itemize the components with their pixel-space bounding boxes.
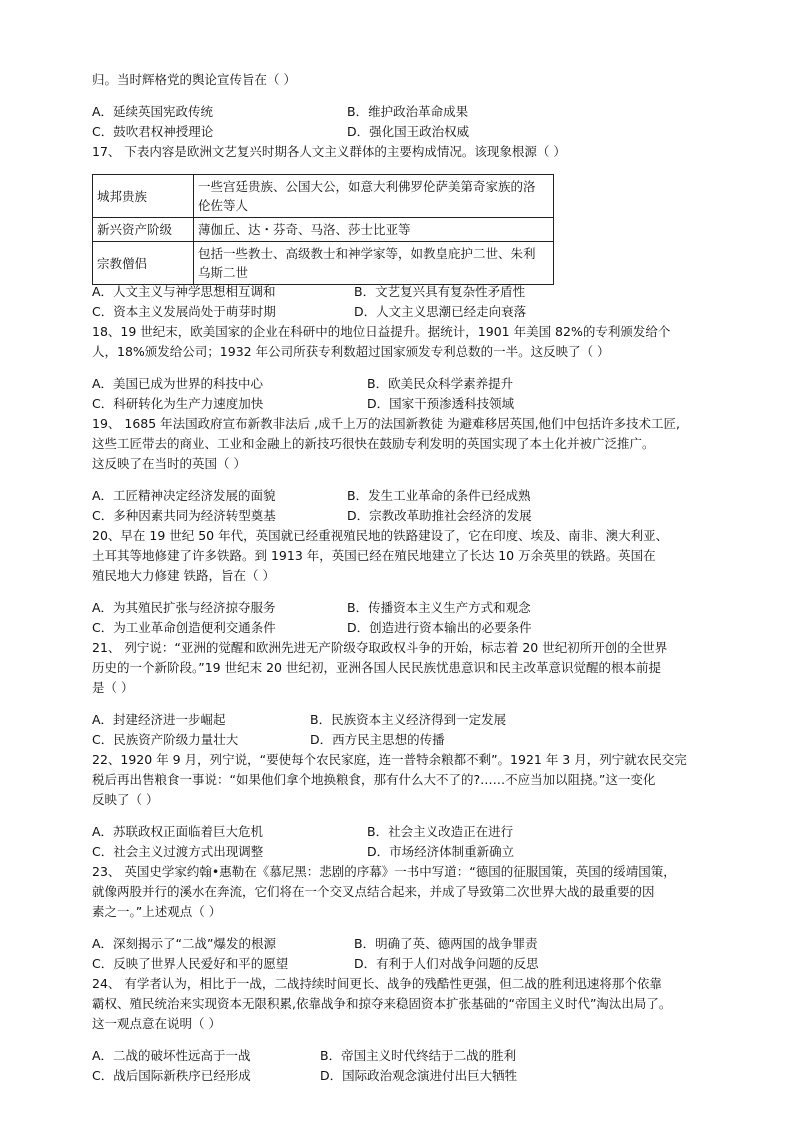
q22-stem-line: 22、1920 年 9 月，列宁说，“要使每个农民家庭，连一普特余粮都不剩”。1921 年 3 月，列宁就农民交完 — [92, 752, 687, 767]
q24-stem-line: 霸权、殖民统治来实现资本无限积累,依靠战争和掠夺来稳固资本扩张基础的“帝国主义时代”淘汰出局了。 — [92, 996, 672, 1011]
q21-option-a: A．封建经济进一步崛起 — [92, 712, 226, 727]
q17-option-b: B．文艺复兴具有复杂性矛盾性 — [354, 284, 526, 299]
table-cell-desc-line: 一些宫廷贵族、公国大公，如意大利佛罗伦萨美第奇家族的洛 — [198, 179, 536, 194]
q19-option-b: B．发生工业革命的条件已经成熟 — [347, 488, 531, 503]
q20-option-a: A．为其殖民扩张与经济掠夺服务 — [92, 600, 276, 615]
q20-stem-line: 土耳其等地修建了许多铁路。到 1913 年，英国已经在殖民地建立了长达 10 万余英里的铁路。英国在 — [92, 548, 656, 563]
table-row — [93, 175, 554, 218]
q22-option-b: B．社会主义改造正在进行 — [367, 824, 514, 839]
q23-option-d: D．有利于人们对战争问题的反思 — [354, 956, 539, 971]
table-cell-desc-line: 乌斯二世 — [198, 265, 249, 280]
q21-stem-line: 是（ ） — [92, 680, 134, 695]
q19-option-d: D．宗教改革助推社会经济的发展 — [347, 508, 532, 523]
q20-option-d: D．创造进行资本输出的必要条件 — [347, 620, 532, 635]
q23-option-a: A．深刻揭示了“二战”爆发的根源 — [92, 936, 277, 951]
table-row — [93, 242, 554, 285]
q19-option-a: A．工匠精神决定经济发展的面貌 — [92, 488, 276, 503]
table-cell-desc-line: 包括一些教士、高级教士和神学家等，如教皇庇护二世、朱利 — [198, 246, 536, 261]
q18-option-b: B．欧美民众科学素养提升 — [367, 376, 514, 391]
table-cell-desc-line: 伦佐等人 — [198, 198, 249, 213]
q20-option-b: B．传播资本主义生产方式和观念 — [347, 600, 531, 615]
q21-option-d: D．西方民主思想的传播 — [310, 732, 445, 747]
q16-option-a: A．延续英国宪政传统 — [92, 104, 214, 119]
q23-option-c: C．反映了世界人民爱好和平的愿望 — [92, 956, 289, 971]
q22-option-a: A．苏联政权正面临着巨大危机 — [92, 824, 264, 839]
q21-stem-line: 21、 列宁说：“亚洲的觉醒和欧洲先进无产阶级夺取政权斗争的开始，标志着 20 世纪初所开创的全世界 — [92, 640, 668, 655]
q22-stem-line: 税后再出售粮食一事说：“如果他们拿个地换粮食，那有什么大不了的?……不应当加以阻挠。”这一变化 — [92, 772, 656, 787]
q24-stem-line: 24、 有学者认为，相比于一战，二战持续时间更长、战争的残酷性更强，但二战的胜利迅速将那个依靠 — [92, 976, 662, 991]
table-cell-group: 新兴资产阶级 — [93, 218, 194, 242]
q19-option-c: C．多种因素共同为经济转型奠基 — [92, 508, 276, 523]
q19-stem-line: 这反映了在当时的英国（ ） — [92, 456, 246, 471]
q18-stem-line: 18、19 世纪末，欧美国家的企业在科研中的地位日益提升。据统计，1901 年美国 82%的专利颁发给个 — [92, 324, 671, 339]
q21-option-c: C．民族资产阶级力量壮大 — [92, 732, 239, 747]
q24-option-c: C．战后国际新秩序已经形成 — [92, 1068, 251, 1083]
q19-stem-line: 19、 1685 年法国政府宣布新教非法后 ,成千上万的法国新教徒 为避难移居英国,他们中包括许多技术工匠, — [92, 416, 681, 431]
q18-option-a: A．美国已成为世界的科技中心 — [92, 376, 264, 391]
q17-option-c: C．资本主义发展尚处于萌芽时期 — [92, 304, 276, 319]
q17-table — [92, 174, 554, 285]
q21-option-b: B．民族资本主义经济得到一定发展 — [310, 712, 507, 727]
q24-option-a: A．二战的破坏性远高于一战 — [92, 1048, 251, 1063]
q19-stem-line: 这些工匠带去的商业、工业和金融上的新技巧很快在鼓励专利发明的英国实现了本土化并被广泛推广。 — [92, 436, 655, 451]
q17-option-d: D．人文主义思潮已经走向衰落 — [354, 304, 527, 319]
q16-option-b: B．维护政治革命成果 — [347, 104, 469, 119]
q23-option-b: B．明确了英、德两国的战争罪责 — [354, 936, 538, 951]
q21-stem-line: 历史的一个新阶段。”19 世纪末 20 世纪初，亚洲各国人民民族忧患意识和民主改革意识觉醒的根本前提 — [92, 660, 661, 675]
table-cell-desc: 薄伽丘、达・芬奇、马洛、莎士比亚等 — [194, 218, 554, 242]
table-row — [93, 218, 554, 242]
q24-option-b: B．帝国主义时代终结于二战的胜利 — [320, 1048, 517, 1063]
table-cell-group: 宗教僧侣 — [93, 242, 194, 285]
q20-option-c: C．为工业革命创造便利交通条件 — [92, 620, 276, 635]
q22-stem-line: 反映了（ ） — [92, 792, 159, 807]
q23-stem-line: 就像两股并行的溪水在奔流，它们将在一个交叉点结合起来，并成了导致第二次世界大战的最重要的因 — [92, 884, 655, 899]
q22-option-d: D．市场经济体制重新确立 — [367, 844, 515, 859]
q20-stem-line: 殖民地大力修建 铁路，旨在（ ） — [92, 568, 275, 583]
q23-stem-line: 素之一。”上述观点（ ） — [92, 904, 222, 919]
q17-stem: 17、 下表内容是欧洲文艺复兴时期各人文主义群体的主要构成情况。该现象根源（ ） — [92, 144, 566, 159]
q18-stem-line: 人，18%颁发给公司；1932 年公司所获专利数超过国家颁发专利总数的一半。这反映了（ ） — [92, 344, 610, 359]
q17-option-a: A．人文主义与神学思想相互调和 — [92, 284, 276, 299]
q16-stem: 归。当时辉格党的舆论宣传旨在（ ） — [92, 72, 296, 87]
q18-option-c: C．科研转化为生产力速度加快 — [92, 396, 264, 411]
q16-option-d: D．强化国王政治权威 — [347, 124, 470, 139]
q22-option-c: C．社会主义过渡方式出现调整 — [92, 844, 264, 859]
q24-stem-line: 这一观点意在说明（ ） — [92, 1016, 221, 1031]
q23-stem-line: 23、 英国史学家约翰•惠勒在《慕尼黑：悲剧的序幕》一书中写道：“德国的征服国策，英国的绥靖国策， — [92, 864, 676, 879]
table-cell-desc — [194, 175, 554, 218]
table-cell-group: 城邦贵族 — [93, 175, 194, 218]
table-cell-desc — [194, 242, 554, 285]
q16-option-c: C．鼓吹君权神授理论 — [92, 124, 214, 139]
q18-option-d: D．国家干预渗透科技领域 — [367, 396, 515, 411]
q24-option-d: D．国际政治观念演进付出巨大牺牲 — [320, 1068, 518, 1083]
q20-stem-line: 20、早在 19 世纪 50 年代，英国就已经重视殖民地的铁路建设了，它在印度、埃及、南非、澳大利亚、 — [92, 528, 669, 543]
